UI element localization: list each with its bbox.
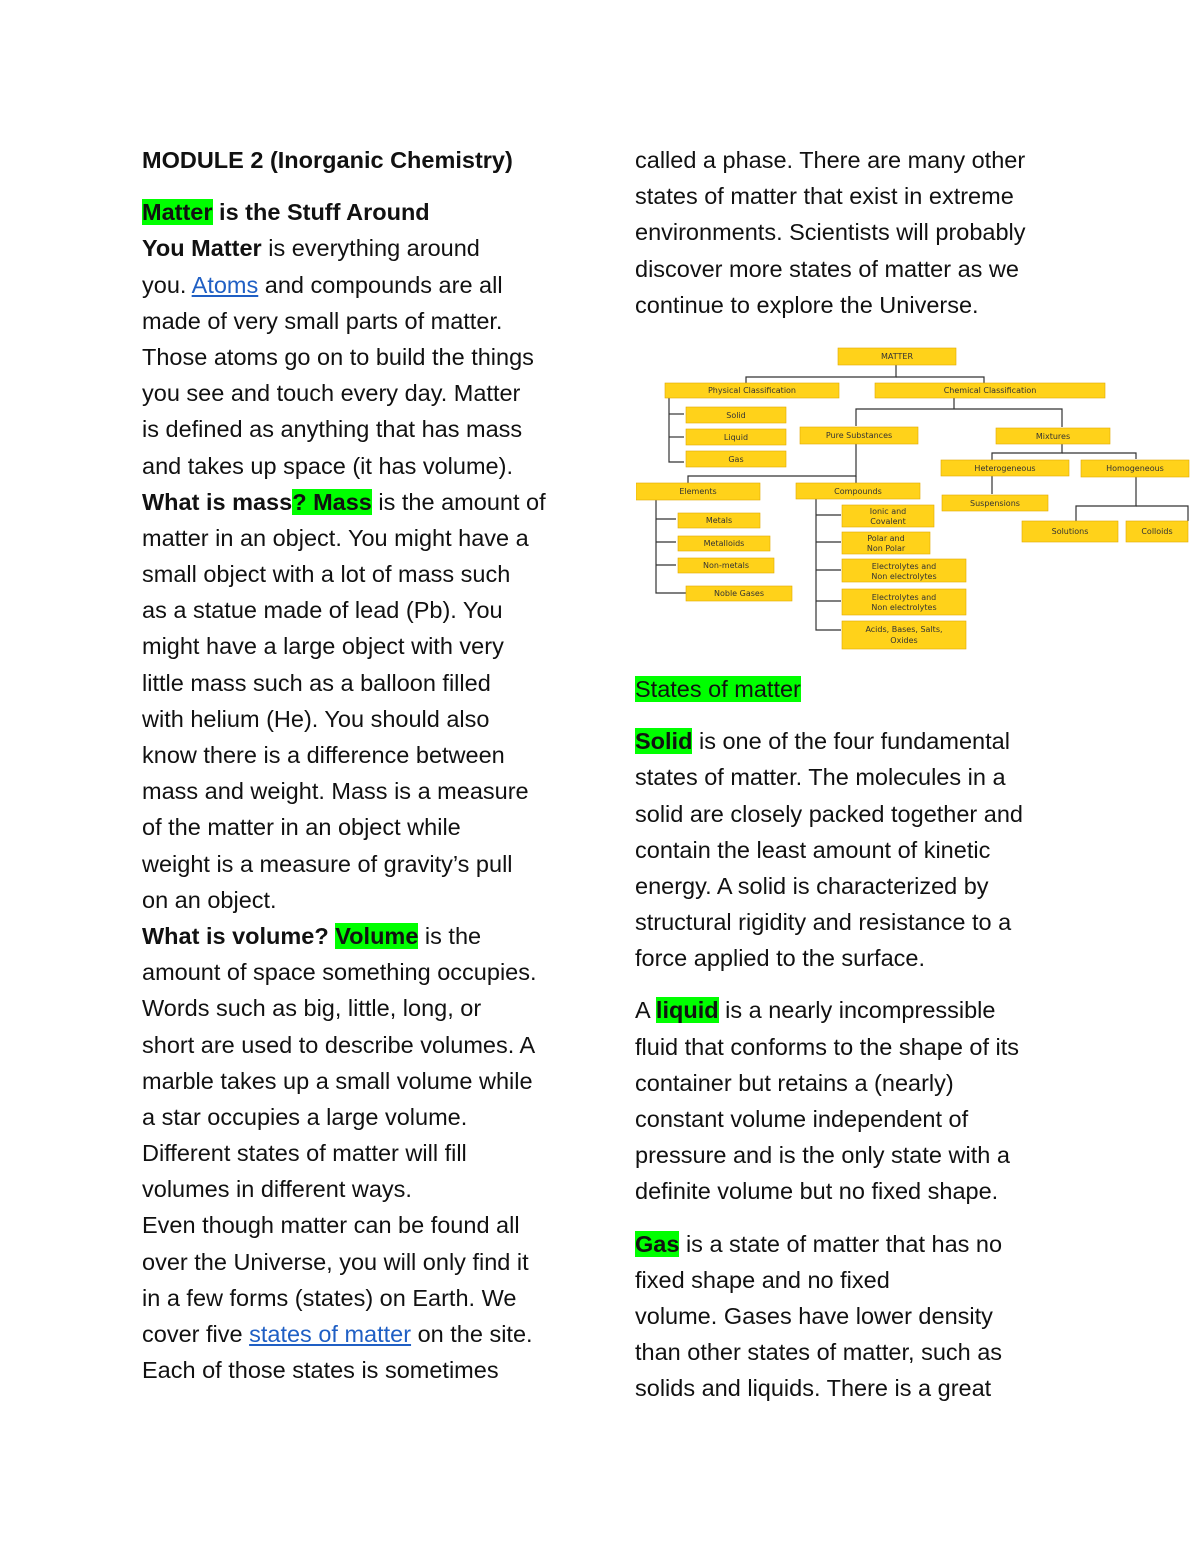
svg-text:Solid: Solid <box>726 411 746 420</box>
text-line: in a few forms (states) on Earth. We <box>142 1284 517 1311</box>
text-line: mass and weight. Mass is a measure <box>142 778 529 805</box>
text-line: energy. A solid is characterized by <box>635 872 989 899</box>
svg-text:Compounds: Compounds <box>834 487 882 496</box>
svg-text:Heterogeneous: Heterogeneous <box>974 464 1036 473</box>
mass-question: What is mass? Mass is the amount of <box>142 488 546 515</box>
svg-text:Chemical Classification: Chemical Classification <box>943 386 1037 395</box>
volume-highlight: Volume <box>335 922 419 949</box>
svg-text:Mixtures: Mixtures <box>1035 432 1071 441</box>
matter-classification-diagram <box>636 345 1192 653</box>
box-noble-gases <box>686 586 792 601</box>
svg-text:Electrolytes and: Electrolytes and <box>871 593 937 602</box>
text-line: cover five states of matter on the site. <box>142 1321 533 1347</box>
states-of-matter-link[interactable]: states of matter <box>249 1321 412 1347</box>
box-nonmetals <box>678 558 774 573</box>
text-line: than other states of matter, such as <box>635 1339 1003 1366</box>
box-gas <box>686 451 786 467</box>
box-elements <box>636 483 760 500</box>
solid-highlight: Solid <box>635 728 693 755</box>
text-line: of the matter in an object while <box>142 814 461 841</box>
text-line: You Matter is everything around <box>142 235 480 262</box>
matter-heading: Matter is the Stuff Around <box>142 199 430 226</box>
svg-text:Non Polar: Non Polar <box>866 544 906 553</box>
liquid-paragraph-start: A liquid is a nearly incompressible <box>635 997 996 1024</box>
mass-highlight: ? Mass <box>292 488 372 515</box>
svg-text:Polar and: Polar and <box>867 534 905 543</box>
svg-text:Covalent: Covalent <box>870 517 906 526</box>
text-line: might have a large object with very <box>142 633 504 660</box>
box-chemical-classification <box>875 383 1105 398</box>
text-line: is defined as anything that has mass <box>142 416 523 443</box>
text-line: a star occupies a large volume. <box>142 1103 468 1130</box>
svg-text:Non-metals: Non-metals <box>703 561 749 570</box>
text-line: fluid that conforms to the shape of its <box>635 1033 1020 1060</box>
text-line: little mass such as a balloon filled <box>142 669 491 696</box>
svg-text:Electrolytes and: Electrolytes and <box>871 562 937 571</box>
box-polar-nonpolar <box>842 532 930 554</box>
box-solid <box>686 407 786 423</box>
box-electrolytes-1 <box>842 559 966 582</box>
box-acids-bases-salts-oxides <box>842 621 966 649</box>
text-line: contain the least amount of kinetic <box>635 836 991 863</box>
box-compounds <box>796 483 920 499</box>
svg-text:MATTER: MATTER <box>881 352 913 361</box>
right-column <box>635 142 1065 1407</box>
box-electrolytes-2 <box>842 589 966 615</box>
volume-question: What is volume? Volume is the <box>142 922 482 949</box>
atoms-link[interactable]: Atoms <box>191 271 259 298</box>
module-title: MODULE 2 (Inorganic Chemistry) <box>142 147 513 173</box>
text-line: fixed shape and no fixed <box>635 1266 890 1293</box>
box-solutions <box>1022 521 1118 542</box>
box-ionic-covalent <box>842 505 934 527</box>
text-line: constant volume independent of <box>635 1106 969 1132</box>
box-liquid <box>686 429 786 445</box>
matter-highlight: Matter <box>142 199 213 226</box>
text-line: solid are closely packed together and <box>635 800 1023 827</box>
gas-highlight: Gas <box>635 1230 680 1257</box>
left-column <box>142 142 574 1388</box>
text-line: solids and liquids. There is a great <box>635 1375 992 1402</box>
text-line: Even though matter can be found all <box>142 1212 520 1239</box>
svg-text:Homogeneous: Homogeneous <box>1106 464 1164 473</box>
text-line: over the Universe, you will only find it <box>142 1248 529 1275</box>
svg-text:Colloids: Colloids <box>1141 527 1173 536</box>
text-line: volumes in different ways. <box>142 1176 412 1203</box>
svg-text:Metals: Metals <box>705 516 733 525</box>
svg-text:Oxides: Oxides <box>890 636 918 645</box>
text-line: states of matter that exist in extreme <box>635 183 1014 210</box>
text-line: continue to explore the Universe. <box>635 291 979 318</box>
text-line: small object with a lot of mass such <box>142 561 511 588</box>
states-heading: States of matter <box>635 675 801 702</box>
svg-text:Pure Substances: Pure Substances <box>825 431 893 440</box>
svg-text:Physical Classification: Physical Classification <box>707 386 797 395</box>
text-line: with helium (He). You should also <box>142 705 490 732</box>
svg-text:Acids, Bases, Salts,: Acids, Bases, Salts, <box>865 625 943 634</box>
svg-text:Non electrolytes: Non electrolytes <box>871 572 937 581</box>
svg-text:Non electrolytes: Non electrolytes <box>871 603 937 612</box>
box-pure-substances <box>800 427 918 444</box>
text-line: volume. Gases have lower density <box>635 1302 993 1329</box>
text-line: discover more states of matter as we <box>635 255 1019 282</box>
svg-text:Ionic and: Ionic and <box>869 507 907 516</box>
text-line: matter in an object. You might have a <box>142 524 529 551</box>
box-metals <box>678 513 760 528</box>
box-homogeneous <box>1081 460 1189 477</box>
box-suspensions <box>942 495 1048 511</box>
box-colloids <box>1126 521 1188 542</box>
box-matter <box>838 348 956 365</box>
text-line: marble takes up a small volume while <box>142 1067 533 1094</box>
text-line: as a statue made of lead (Pb). You <box>142 597 503 624</box>
box-heterogeneous <box>941 460 1069 476</box>
text-line: environments. Scientists will probably <box>635 219 1026 246</box>
text-line: Those atoms go on to build the things <box>142 343 534 370</box>
text-line: Words such as big, little, long, or <box>142 995 482 1022</box>
text-line: and takes up space (it has volume). <box>142 452 513 479</box>
svg-text:Liquid: Liquid <box>723 433 749 442</box>
text-line: know there is a difference between <box>142 742 505 768</box>
liquid-highlight: liquid <box>655 997 719 1024</box>
text-line: container but retains a (nearly) <box>635 1069 954 1096</box>
svg-text:Elements: Elements <box>679 487 717 496</box>
text-line: on an object. <box>142 886 277 913</box>
text-line: structural rigidity and resistance to a <box>635 909 1012 936</box>
text-line: Different states of matter will fill <box>142 1140 467 1167</box>
text-line: force applied to the surface. <box>635 945 926 972</box>
text-line: states of matter. The molecules in a <box>635 764 1006 791</box>
svg-text:Noble Gases: Noble Gases <box>713 589 765 598</box>
box-physical-classification <box>665 383 839 398</box>
text-line: you. Atoms and compounds are all <box>142 271 503 298</box>
svg-text:Solutions: Solutions <box>1051 527 1089 536</box>
text-line: you see and touch every day. Matter <box>142 380 521 407</box>
gas-paragraph-start: Gas is a state of matter that has no <box>635 1230 1003 1257</box>
text-line: weight is a measure of gravity’s pull <box>142 850 513 877</box>
svg-text:Suspensions: Suspensions <box>970 499 1020 508</box>
box-metalloids <box>678 536 770 551</box>
text-line: short are used to describe volumes. A <box>142 1031 536 1058</box>
svg-text:Metalloids: Metalloids <box>703 539 745 548</box>
text-line: made of very small parts of matter. <box>142 307 503 334</box>
text-line: called a phase. There are many other <box>635 147 1026 173</box>
text-line: definite volume but no fixed shape. <box>635 1178 999 1205</box>
box-mixtures <box>996 428 1110 444</box>
svg-text:Gas: Gas <box>728 455 744 464</box>
text-line: pressure and is the only state with a <box>635 1142 1010 1169</box>
text-line: amount of space something occupies. <box>142 959 537 986</box>
solid-paragraph-start: Solid is one of the four fundamental <box>635 728 1010 755</box>
text-line: Each of those states is sometimes <box>142 1357 499 1384</box>
